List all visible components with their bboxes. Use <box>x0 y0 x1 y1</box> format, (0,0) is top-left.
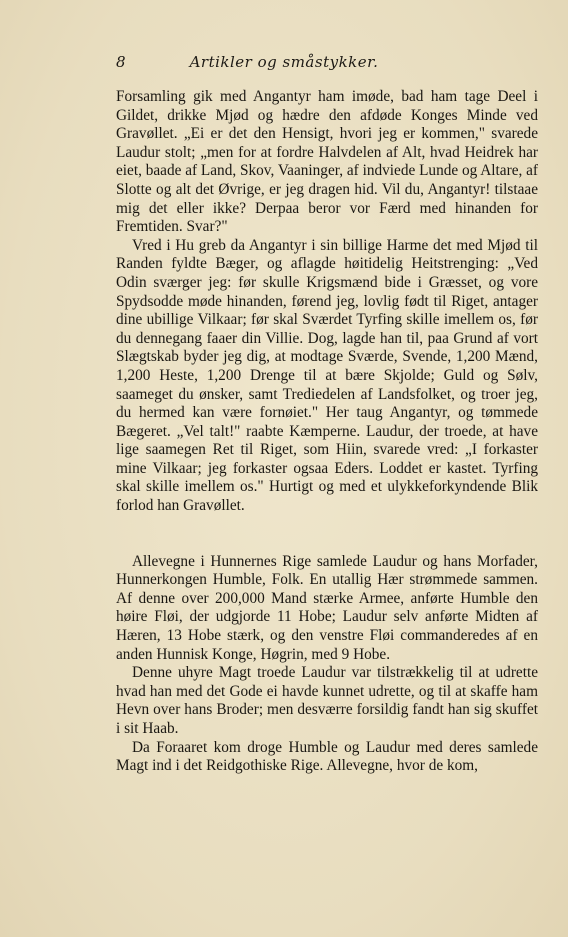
paragraph-3: Allevegne i Hunnernes Rige samlede Laudur og hans Morfader, Hunnerkongen Humble, Folk. En utallig Hær strømmede sammen. Af denne over 200,000 Mand stærke Armee, anførte Humble den høire Fløi, der udgjorde 11 Hobe; Laudur selv anførte Midten af Hæren, 13 Hobe stærk, og den venstre Fløi commanderedes af en anden Hunnisk Konge, Høgrin, med 9 Hobe. <box>116 552 538 663</box>
section-break <box>116 516 538 553</box>
body-text <box>116 88 538 776</box>
page-number: 8 <box>116 53 126 71</box>
page-header <box>116 53 452 75</box>
paragraph-1: Forsamling gik med Angantyr ham imøde, bad ham tage Deel i Gildet, drikke Mjød og hædre den afdøde Konges Minde ved Gravøllet. „Ei er det den Hensigt, hvori jeg er kommen," svarede Laudur stolt; „men for at fordre Halvdelen af Alt, hvad Heidrek har eiet, baade af Land, Skov, Vaaninger, af indviede Lunde og Altare, af Slotte og alt det Øvrige, er jeg dragen hid. Vil du, Angantyr! tilstaae mig det eller ikke? Derpaa beror vor Færd med hinanden for Fremtiden. Svar?" <box>116 88 539 236</box>
paragraph-5: Da Foraaret kom droge Humble og Laudur med deres samlede Magt ind i det Reidgothiske Rige. Allevegne, hvor de kom, <box>116 738 538 775</box>
paragraph-2: Vred i Hu greb da Angantyr i sin billige Harme det med Mjød til Randen fyldte Bæger, og aflagde høitidelig Heitstrenging: „Ved Odin sværger jeg: før skulle Krigsmænd bide i Græsset, og vore Spydsodde møde hinanden, førend jeg, lovlig født til Riget, antager dine ubillige Vilkaar; før skal Sværdet Tyrfing skille imellem os, før du dennegang faaer din Villie. Dog, lagde han til, paa Grund af vort Slægtskab byder jeg dig, at modtage Sværde, Svende, 1,200 Mænd, 1,200 Heste, 1,200 Drenge til at bære Skjolde; Guld og Sølv, saameget du ønsker, samt Trediedelen af Landsfolket, og troer jeg, du hermed kan være fornøiet." Her taug Angantyr, og tømmede Bægeret. „Vel talt!" raabte Kæmperne. Laudur, der troede, at have lige saamegen Ret til Riget, som Hiin, svarede vred: „I forkaster mine Vilkaar; jeg forkaster ogsaa Eders. Loddet er kastet. Tyrfing skal skille imellem os." Hurtigt og med et ulykkeforkyndende Blik forlod han Gravøllet. <box>116 236 538 515</box>
running-title: Artikler og småstykker. <box>189 53 379 71</box>
paragraph-4: Denne uhyre Magt troede Laudur var tilstrækkelig til at udrette hvad han med det Gode ei havde kunnet udrette, og til at skaffe ham Hevn over hans Broder; men desværre forsildig fandt han sig skuffet i sit Haab. <box>116 664 538 737</box>
